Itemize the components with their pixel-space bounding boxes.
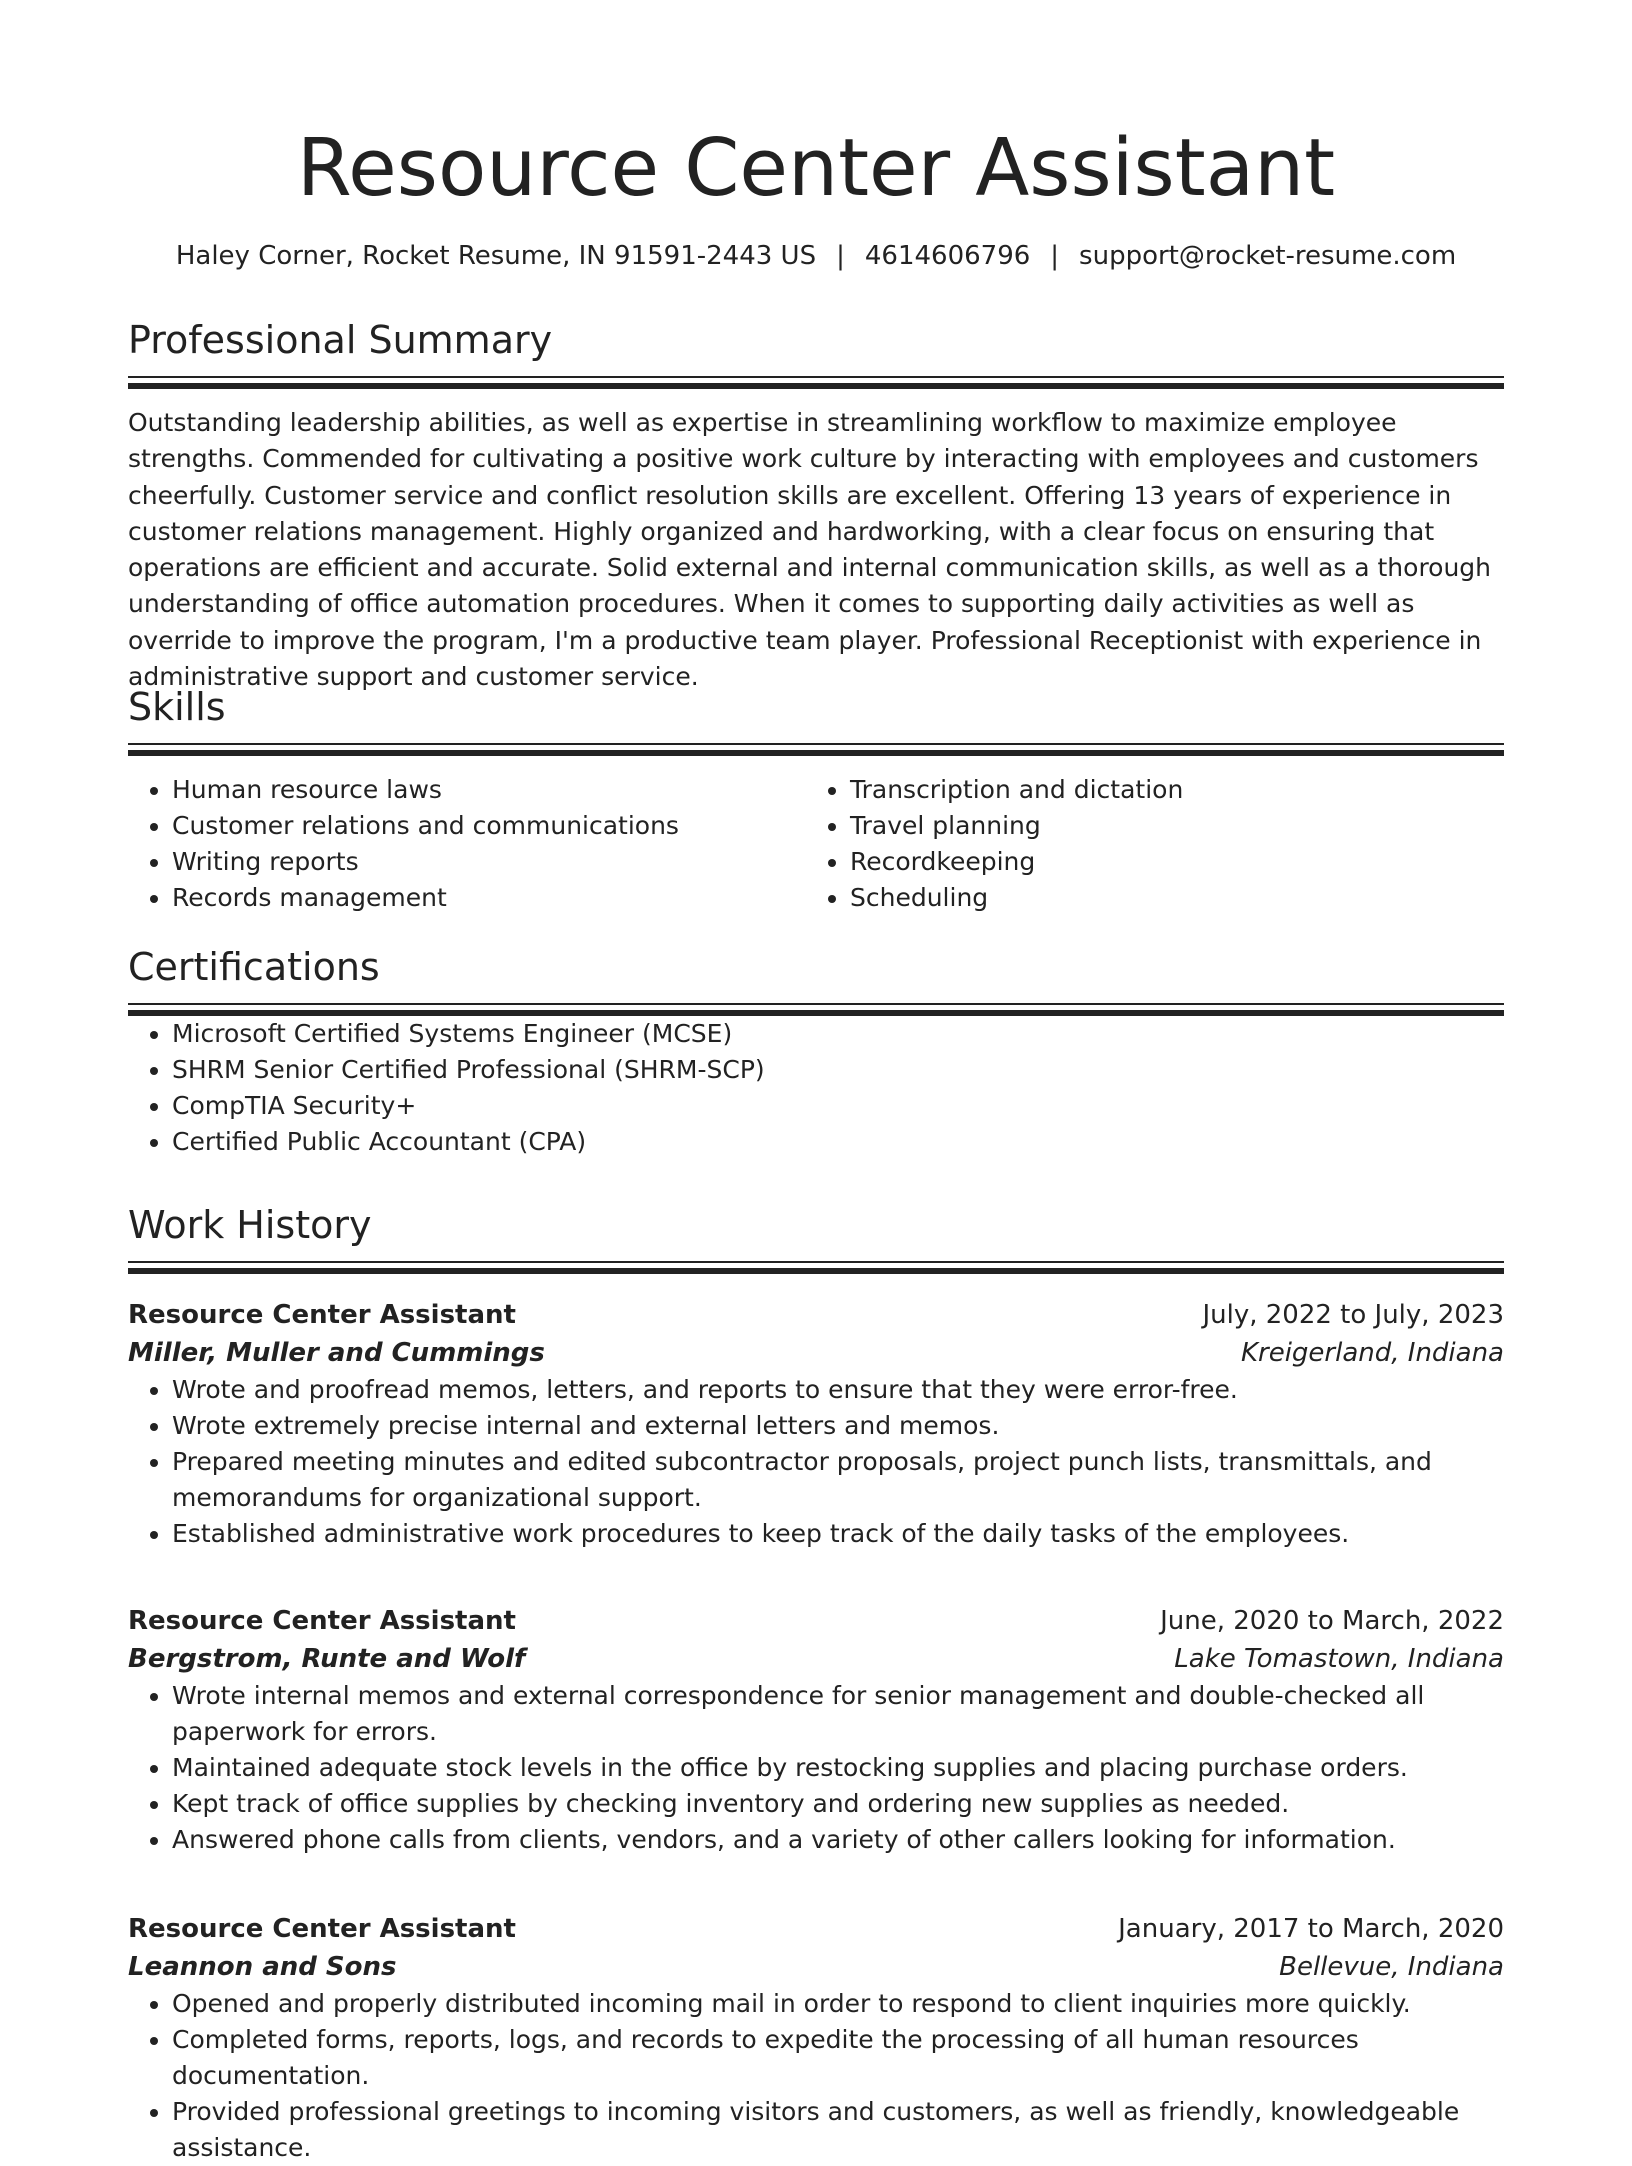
job-dates: January, 2017 to March, 2020 [1118,1914,1504,1944]
contact-line [128,238,1504,274]
skill-item: • Writing reports [172,844,806,880]
summary-section [128,315,1504,695]
certifications-section [128,942,1504,1160]
job-bullet: • Completed forms, reports, logs, and records to expedite the processing of all human resources documentation. [172,2022,1504,2094]
skill-item: • Travel planning [850,808,1484,844]
job-bullet: • Answered phone calls from clients, vendors, and a variety of other callers looking for information. [172,1822,1504,1858]
job-bullet-list [128,1372,1504,1552]
job-bullet: • Opened and properly distributed incoming mail in order to respond to client inquiries more quickly. [172,1986,1504,2022]
job-location: Lake Tomastown, Indiana [1174,1644,1504,1674]
job-dates: June, 2020 to March, 2022 [1160,1606,1504,1636]
job-entry [128,1910,1504,2166]
certification-list [128,1016,1504,1160]
job-bullet-list [128,1986,1504,2166]
job-entry [128,1602,1504,1858]
job-entry [128,1296,1504,1552]
section-divider [128,1261,1504,1274]
skills-column-left [128,772,806,916]
job-bullet: • Kept track of office supplies by checking inventory and ordering new supplies as needed. [172,1786,1504,1822]
certification-item: • CompTIA Security+ [172,1088,1504,1124]
resume-title: Resource Center Assistant [296,122,1336,214]
section-divider [128,376,1504,389]
job-company: Miller, Muller and Cummings [128,1338,545,1368]
section-divider [128,743,1504,756]
skill-item: • Transcription and dictation [850,772,1484,808]
certification-item: • Certified Public Accountant (CPA) [172,1124,1504,1160]
job-bullet: • Wrote and proofread memos, letters, and reports to ensure that they were error-free. [172,1372,1504,1408]
job-dates: July, 2022 to July, 2023 [1202,1300,1504,1330]
job-bullet: • Provided professional greetings to incoming visitors and customers, as well as friendly, knowledgeable assistance. [172,2094,1504,2166]
contact-email: support@rocket-resume.com [1079,241,1457,271]
work-history-section [128,1200,1504,1274]
summary-heading: Professional Summary [128,318,553,362]
job-bullet: • Established administrative work procedures to keep track of the daily tasks of the employees. [172,1516,1504,1552]
job-location: Kreigerland, Indiana [1240,1338,1504,1368]
job-company: Leannon and Sons [128,1952,397,1982]
job-company: Bergstrom, Runte and Wolf [128,1644,526,1674]
contact-separator: | [1050,241,1060,271]
contact-phone: 4614606796 [864,241,1031,271]
job-bullet: • Prepared meeting minutes and edited subcontractor proposals, project punch lists, transmittals, and memorandums for organizational support. [172,1444,1504,1516]
skill-item: • Customer relations and communications [172,808,806,844]
job-bullet: • Maintained adequate stock levels in the office by restocking supplies and placing purchase orders. [172,1750,1504,1786]
job-bullet: • Wrote extremely precise internal and external letters and memos. [172,1408,1504,1444]
skill-item: • Recordkeeping [850,844,1484,880]
job-location: Bellevue, Indiana [1279,1952,1504,1982]
skills-section [128,682,1504,916]
certifications-heading: Certifications [128,945,380,989]
skill-item: • Human resource laws [172,772,806,808]
section-divider [128,1003,1504,1016]
job-title: Resource Center Assistant [128,1914,516,1944]
certification-item: • SHRM Senior Certified Professional (SHRM-SCP) [172,1052,1504,1088]
job-title: Resource Center Assistant [128,1606,516,1636]
job-title: Resource Center Assistant [128,1300,516,1330]
skill-item: • Scheduling [850,880,1484,916]
contact-separator: | [836,241,845,271]
contact-address: Haley Corner, Rocket Resume, IN 91591-2443 US [175,241,817,271]
certification-item: • Microsoft Certified Systems Engineer (MCSE) [172,1016,1504,1052]
skill-item: • Records management [172,880,806,916]
job-bullet: • Wrote internal memos and external correspondence for senior management and double-checked all paperwork for errors. [172,1678,1504,1750]
work-history-heading: Work History [128,1203,372,1247]
job-bullet-list [128,1678,1504,1858]
skills-column-right [806,772,1484,916]
summary-text: Outstanding leadership abilities, as well as expertise in streamlining workflow to maximize employee strengths. Commended for cultivating a positive work culture by interacting with employees and customers cheerfully. Customer service and conflict resolution skills are excellent. Offering 13 years of experience in customer relations management. Highly organized and hardworking, with a clear focus on ensuring that operations are efficient and accurate. Solid external and internal communication skills, as well as a thorough understanding of office automation procedures. When it comes to supporting daily activities as well as override to improve the program, I'm a productive team player. Professional Receptionist with experience in administrative support and customer service. [128,408,1492,692]
skills-columns [128,772,1504,916]
skills-heading: Skills [128,685,226,729]
